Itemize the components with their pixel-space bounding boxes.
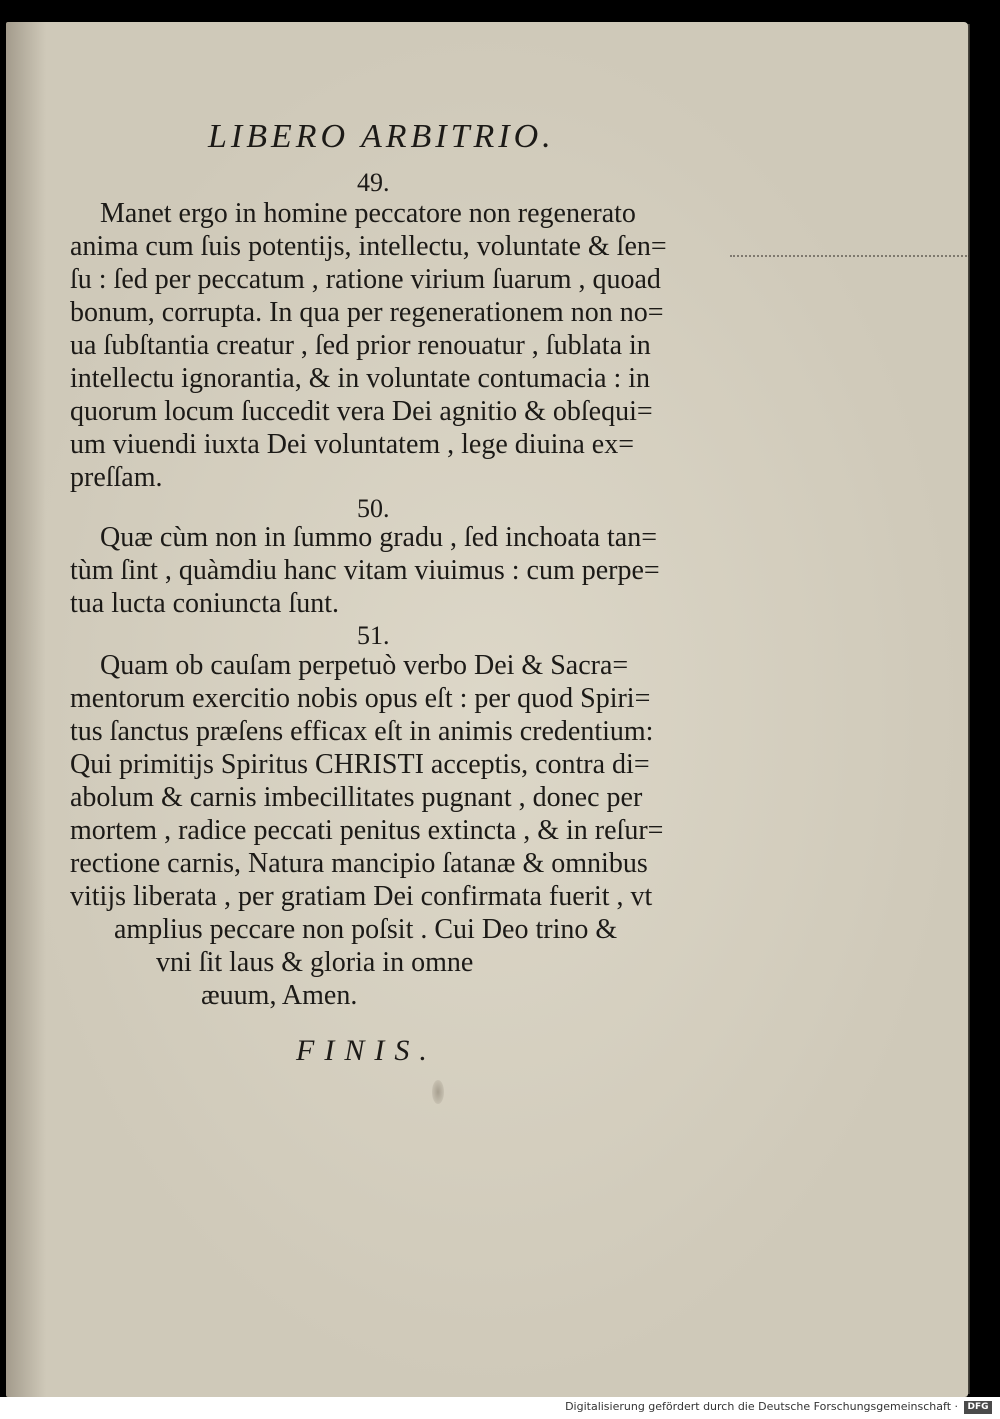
text-line: vitijs liberata , per gratiam Dei confirmata fuerit , vt (70, 881, 653, 912)
text-line: tus ſanctus præſens efficax eſt in animis credentium: (70, 716, 654, 747)
text-line: bonum, corrupta. In qua per regenerationem non no= (70, 297, 664, 328)
text-line: ua ſubſtantia creatur , ſed prior renouatur , ſublata in (70, 330, 651, 361)
section-number-49: 49. (357, 168, 390, 197)
section-number-50: 50. (357, 494, 390, 523)
text-line: preſſam. (70, 462, 163, 493)
text-line: mentorum exercitio nobis opus eſt : per quod Spiri= (70, 683, 651, 714)
text-line: anima cum ſuis potentijs, intellectu, voluntate & ſen= (70, 231, 667, 262)
text-line: rectione carnis, Natura mancipio ſatanæ & omnibus (70, 848, 648, 879)
text-line: æuum, Amen. (201, 980, 358, 1011)
footer-credit: Digitalisierung gefördert durch die Deutsche Forschungsgemeinschaft · (565, 1400, 958, 1413)
dotted-mark (730, 255, 970, 257)
text-line: vni ſit laus & gloria in omne (156, 947, 474, 978)
text-line: intellectu ignorantia, & in voluntate contumacia : in (70, 363, 651, 394)
text-line: Manet ergo in homine peccatore non regenerato (100, 198, 636, 229)
finis-label: FINIS. (296, 1034, 437, 1067)
text-line: amplius peccare non poſsit . Cui Deo trino & (114, 914, 618, 945)
running-head: LIBERO ARBITRIO. (208, 118, 555, 155)
text-line: mortem , radice peccati penitus extincta , & in reſur= (70, 815, 664, 846)
text-line: ſu : ſed per peccatum , ratione virium ſuarum , quoad (70, 264, 661, 295)
section-number-51: 51. (357, 621, 390, 650)
text-line: abolum & carnis imbecillitates pugnant , donec per (70, 782, 643, 813)
dfg-logo-icon: DFG (964, 1401, 992, 1414)
text-line: um viuendi iuxta Dei voluntatem , lege diuina ex= (70, 429, 634, 460)
text-line: tua lucta coniuncta ſunt. (70, 588, 340, 619)
text-line: quorum locum ſuccedit vera Dei agnitio & obſequi= (70, 396, 653, 427)
ink-smudge (432, 1080, 444, 1104)
text-line: Qui primitijs Spiritus CHRISTI acceptis, contra di= (70, 749, 650, 780)
text-line: Quam ob cauſam perpetuò verbo Dei & Sacra= (100, 650, 629, 681)
text-line: Quæ cùm non in ſummo gradu , ſed inchoata tan= (100, 522, 658, 553)
footer-bar (0, 1397, 1000, 1419)
text-line: tùm ſint , quàmdiu hanc vitam viuimus : cum perpe= (70, 555, 660, 586)
